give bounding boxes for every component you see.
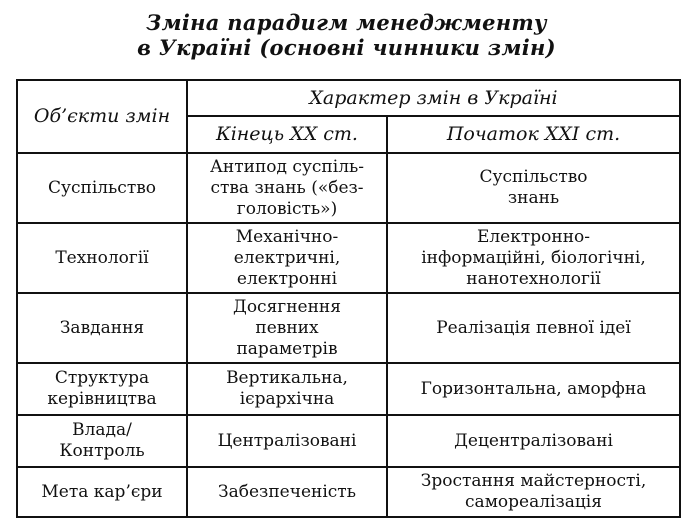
- table-row: [17, 153, 680, 223]
- row-object: Технології: [17, 223, 187, 293]
- row-end-value: Централізовані: [187, 415, 387, 467]
- document-title: [0, 10, 693, 60]
- title-line-2: в Україні (основні чинники змін): [137, 35, 556, 60]
- row-end-value: Антипод суспіль- ства знань («без- головість»): [187, 153, 387, 223]
- row-start-value: Суспільство знань: [387, 153, 680, 223]
- table-row: [17, 223, 680, 293]
- paradigm-table: [16, 79, 681, 518]
- row-object: Структура керівництва: [17, 363, 187, 415]
- header-start-xxi: Початок XXI ст.: [387, 116, 680, 153]
- row-start-value: Реалізація певної ідеї: [387, 293, 680, 363]
- row-start-value: Електронно- інформаційні, біологічні, нанотехнології: [387, 223, 680, 293]
- row-start-value: Децентралізовані: [387, 415, 680, 467]
- row-object: Суспільство: [17, 153, 187, 223]
- row-object: Завдання: [17, 293, 187, 363]
- header-end-xx: Кінець XX ст.: [187, 116, 387, 153]
- row-end-value: Механічно- електричні, електронні: [187, 223, 387, 293]
- header-row-1: [17, 80, 680, 116]
- row-start-value: Горизонтальна, аморфна: [387, 363, 680, 415]
- title-line-1: Зміна парадигм менеджменту: [146, 10, 547, 35]
- table-row: [17, 415, 680, 467]
- row-end-value: Досягнення певних параметрів: [187, 293, 387, 363]
- row-object: Мета кар’єри: [17, 467, 187, 517]
- table-row: [17, 467, 680, 517]
- table-row: [17, 363, 680, 415]
- header-objects: Об’єкти змін: [17, 80, 187, 153]
- row-end-value: Забезпеченість: [187, 467, 387, 517]
- row-start-value: Зростання майстерності, самореалізація: [387, 467, 680, 517]
- table-row: [17, 293, 680, 363]
- header-character: Характер змін в Україні: [187, 80, 680, 116]
- row-end-value: Вертикальна, ієрархічна: [187, 363, 387, 415]
- row-object: Влада/ Контроль: [17, 415, 187, 467]
